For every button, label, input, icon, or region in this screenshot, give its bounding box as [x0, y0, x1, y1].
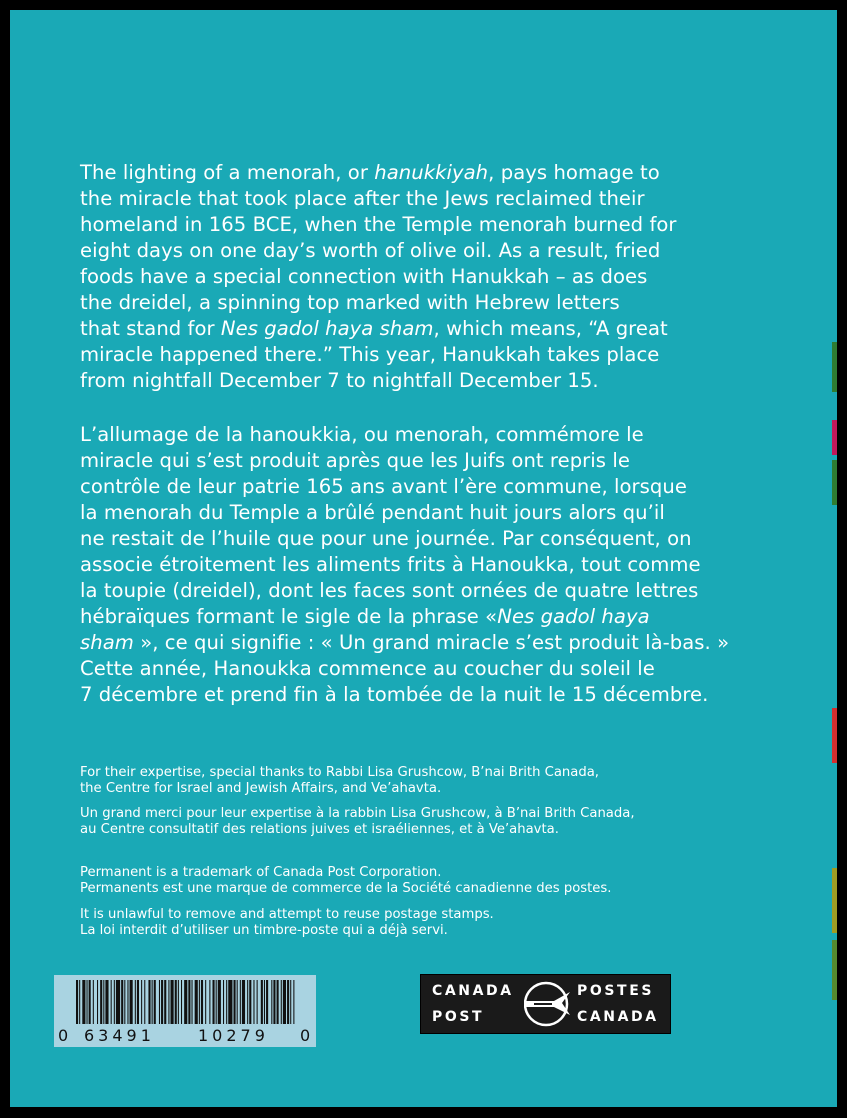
barcode-digits — [54, 1026, 316, 1046]
french-line — [80, 552, 780, 578]
legal-line: La loi interdit d’utiliser un timbre-poste qui a déjà servi. — [80, 923, 448, 938]
french-line — [80, 630, 780, 656]
barcode-bar — [257, 980, 258, 1024]
barcode-bar — [216, 980, 217, 1024]
barcode-bar — [100, 980, 102, 1024]
thanks-french-line: au Centre consultatif des relations juives et israéliennes, et à Ve’ahavta. — [80, 822, 559, 837]
barcode-bar — [148, 980, 150, 1024]
english-text: from nightfall December 7 to nightfall December 15. — [80, 369, 599, 392]
barcode-bar — [181, 980, 182, 1024]
logo-word-canada: CANADA — [432, 983, 514, 999]
barcode-bar — [192, 980, 193, 1024]
barcode-bar — [213, 980, 215, 1024]
french-line — [80, 682, 780, 708]
barcode-bar — [228, 980, 232, 1024]
upc-barcode — [54, 975, 316, 1047]
english-text: eight days on one day’s worth of olive oil. As a result, fried — [80, 239, 661, 262]
english-text: that stand for — [80, 317, 221, 340]
french-text: 7 décembre et prend fin à la tombée de la nuit le 15 décembre. — [80, 683, 709, 706]
english-italic-text: Nes gadol haya sham — [220, 317, 434, 340]
barcode-bar — [253, 980, 254, 1024]
legal-notice — [80, 907, 780, 939]
barcode-bars — [74, 980, 296, 1024]
barcode-bar — [171, 980, 174, 1024]
barcode-bar — [130, 980, 133, 1024]
french-text: la menorah du Temple a brûlé pendant huit jours alors qu’il — [80, 501, 665, 524]
barcode-bar — [114, 980, 115, 1024]
french-italic-text: sham — [80, 631, 134, 654]
legal-line: It is unlawful to remove and attempt to reuse postage stamps. — [80, 907, 494, 922]
english-line — [80, 160, 780, 186]
booklet-back-panel — [10, 10, 837, 1107]
french-text: hébraïques formant le sigle de la phrase « — [80, 605, 498, 628]
english-line — [80, 186, 780, 212]
french-text: ne restait de l’huile que pour une journée. Par conséquent, on — [80, 527, 692, 550]
barcode-bar — [175, 980, 177, 1024]
english-line — [80, 368, 780, 394]
english-paragraph — [80, 160, 780, 394]
barcode-bar — [290, 980, 291, 1024]
french-line — [80, 500, 780, 526]
edge-stamp-strip — [832, 342, 837, 392]
edge-stamp-strip — [832, 940, 837, 1000]
barcode-bar — [121, 980, 123, 1024]
barcode-bar — [116, 980, 120, 1024]
barcode-bar — [223, 980, 224, 1024]
barcode-bar — [168, 980, 169, 1024]
barcode-bar — [293, 980, 294, 1024]
barcode-bar — [127, 980, 128, 1024]
french-text: Cette année, Hanoukka commence au coucher du soleil le — [80, 657, 655, 680]
french-italic-text: Nes gadol haya — [497, 605, 650, 628]
french-line — [80, 526, 780, 552]
barcode-bar — [111, 980, 112, 1024]
edge-stamp-strip — [832, 420, 837, 455]
barcode-bar — [240, 980, 241, 1024]
barcode-bar — [137, 980, 139, 1024]
barcode-bar — [281, 980, 282, 1024]
french-line — [80, 604, 780, 630]
logo-word-canada-fr: CANADA — [577, 1009, 659, 1025]
barcode-bar — [79, 980, 80, 1024]
english-line — [80, 238, 780, 264]
edge-stamp-strip — [832, 868, 837, 933]
barcode-bar — [89, 980, 91, 1024]
barcode-bar — [234, 980, 236, 1024]
barcode-bar — [205, 980, 206, 1024]
barcode-bar — [264, 980, 265, 1024]
barcode-bar — [105, 980, 108, 1024]
english-line — [80, 212, 780, 238]
barcode-bar — [97, 980, 98, 1024]
barcode-bar — [164, 980, 166, 1024]
barcode-bar — [247, 980, 248, 1024]
barcode-bar — [201, 980, 203, 1024]
barcode-right-group: 10279 — [198, 1026, 269, 1045]
english-text: the dreidel, a spinning top marked with Hebrew letters — [80, 291, 620, 314]
french-text: L’allumage de la hanoukkia, ou menorah, commémore le — [80, 423, 644, 446]
barcode-bar — [141, 980, 142, 1024]
trademark-line: Permanents est une marque de commerce de la Société canadienne des postes. — [80, 881, 612, 896]
barcode-bar — [287, 980, 289, 1024]
barcode-bar — [103, 980, 104, 1024]
barcode-bar — [237, 980, 238, 1024]
canada-post-eagle-icon — [524, 979, 572, 1029]
trademark-notice — [80, 865, 780, 897]
barcode-bar — [218, 980, 221, 1024]
barcode-bar — [76, 980, 78, 1024]
barcode-bar — [184, 980, 187, 1024]
french-text: », ce qui signifie : « Un grand miracle s’est produit là-bas. » — [133, 631, 730, 654]
logo-word-post: POST — [432, 1009, 485, 1025]
french-line — [80, 656, 780, 682]
barcode-bar — [273, 980, 275, 1024]
barcode-bar — [195, 980, 198, 1024]
thanks-french-line: Un grand merci pour leur expertise à la rabbin Lisa Grushcow, à B’nai Brith Canada, — [80, 806, 635, 821]
barcode-bar — [152, 980, 153, 1024]
barcode-bar — [178, 980, 179, 1024]
barcode-bar — [144, 980, 145, 1024]
english-text: miracle happened there.” This year, Hanukkah takes place — [80, 343, 660, 366]
barcode-bar — [93, 980, 94, 1024]
english-line — [80, 342, 780, 368]
barcode-bar — [87, 980, 88, 1024]
french-paragraph — [80, 422, 780, 708]
french-text: la toupie (dreidel), dont les faces sont ornées de quatre lettres — [80, 579, 699, 602]
thanks-french — [80, 806, 780, 838]
barcode-bar — [261, 980, 263, 1024]
barcode-trailing-digit: 0 — [300, 1026, 311, 1045]
french-line — [80, 474, 780, 500]
english-text: , which means, “A great — [433, 317, 668, 340]
canada-post-logo — [420, 974, 671, 1034]
english-text: The lighting of a menorah, or — [80, 161, 375, 184]
barcode-bar — [242, 980, 245, 1024]
barcode-bar — [249, 980, 251, 1024]
english-line — [80, 264, 780, 290]
english-line — [80, 290, 780, 316]
barcode-left-group: 63491 — [84, 1026, 155, 1045]
logo-word-postes: POSTES — [577, 983, 655, 999]
thanks-english — [80, 765, 780, 797]
edge-stamp-strip — [832, 708, 837, 763]
english-text: foods have a special connection with Hanukkah – as does — [80, 265, 648, 288]
english-line — [80, 316, 780, 342]
french-line — [80, 578, 780, 604]
thanks-english-line: For their expertise, special thanks to Rabbi Lisa Grushcow, B’nai Brith Canada, — [80, 765, 599, 780]
barcode-bar — [266, 980, 268, 1024]
barcode-bar — [159, 980, 160, 1024]
english-italic-text: hanukkiyah — [374, 161, 489, 184]
barcode-bar — [161, 980, 163, 1024]
barcode-leading-digit: 0 — [58, 1026, 69, 1045]
barcode-bar — [199, 980, 200, 1024]
barcode-bar — [209, 980, 210, 1024]
trademark-line: Permanent is a trademark of Canada Post Corporation. — [80, 865, 442, 880]
french-line — [80, 422, 780, 448]
barcode-bar — [154, 980, 156, 1024]
barcode-bar — [188, 980, 190, 1024]
barcode-bar — [271, 980, 272, 1024]
french-line — [80, 448, 780, 474]
english-text: the miracle that took place after the Jews reclaimed their — [80, 187, 645, 210]
french-text: contrôle de leur patrie 165 ans avant l’ère commune, lorsque — [80, 475, 687, 498]
barcode-bar — [277, 980, 279, 1024]
barcode-bar — [226, 980, 227, 1024]
barcode-bar — [135, 980, 136, 1024]
barcode-bar — [283, 980, 286, 1024]
barcode-bar — [82, 980, 85, 1024]
french-text: miracle qui s’est produit après que les Juifs ont repris le — [80, 449, 630, 472]
english-text: homeland in 165 BCE, when the Temple menorah burned for — [80, 213, 677, 236]
edge-stamp-strip — [832, 460, 837, 505]
barcode-bar — [124, 980, 125, 1024]
english-text: , pays homage to — [488, 161, 660, 184]
thanks-english-line: the Centre for Israel and Jewish Affairs, and Ve’ahavta. — [80, 781, 442, 796]
french-text: associe étroitement les aliments frits à Hanoukka, tout comme — [80, 553, 701, 576]
